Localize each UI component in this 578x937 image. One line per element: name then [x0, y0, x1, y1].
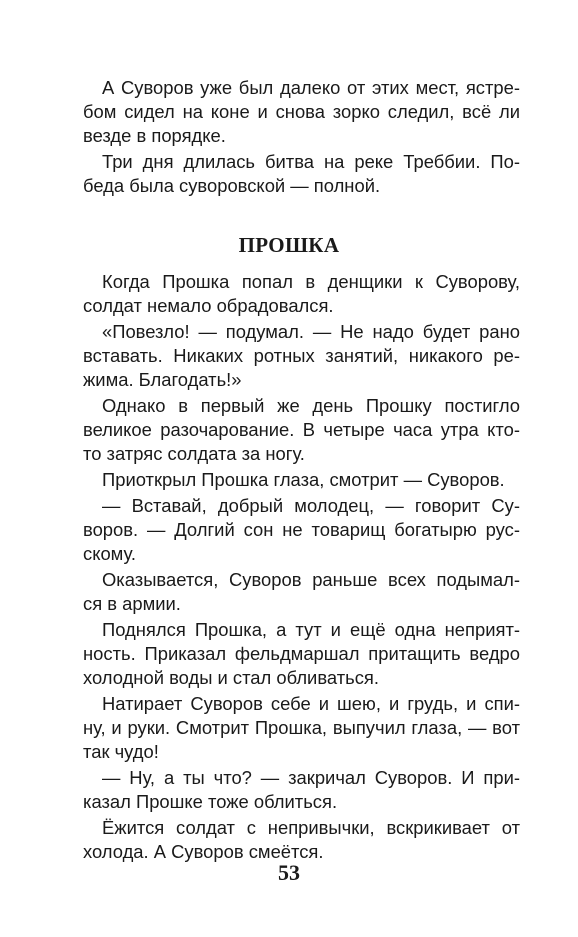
- chapter-heading: ПРОШКА: [238, 233, 340, 257]
- text-line: скому.: [83, 543, 136, 564]
- text-line: казал Прошке тоже облиться.: [83, 791, 338, 812]
- paragraph: [83, 468, 520, 492]
- text-line: вставать. Никаких ротных занятий, никакого ре-: [83, 345, 520, 366]
- text-line: солдат немало обрадовался.: [83, 295, 334, 316]
- text-line: Три дня длилась битва на реке Треббии. По-: [102, 151, 520, 172]
- paragraph: [83, 270, 520, 318]
- text-line: Приоткрыл Прошка глаза, смотрит — Суворов.: [102, 469, 505, 490]
- text-line: А Суворов уже был далеко от этих мест, ястре-: [102, 77, 520, 98]
- text-line: Поднялся Прошка, а тут и ещё одна неприят-: [102, 619, 520, 640]
- text-line: ность. Приказал фельдмаршал притащить ведро: [83, 643, 520, 664]
- paragraph: [83, 150, 520, 198]
- text-line: так чудо!: [83, 741, 159, 762]
- text-line: бом сидел на коне и снова зорко следил, всё ли: [83, 101, 520, 122]
- text-line: Когда Прошка попал в денщики к Суворову,: [102, 271, 520, 292]
- text-line: великое разочарование. В четыре часа утра кто-: [83, 419, 520, 440]
- text-line: везде в порядке.: [83, 125, 226, 146]
- top-text-block: [83, 76, 520, 200]
- text-line: Натирает Суворов себе и шею, и грудь, и спи-: [102, 693, 520, 714]
- story-text-block: [83, 270, 520, 866]
- paragraph: [83, 494, 520, 566]
- paragraph: [83, 816, 520, 864]
- text-line: ну, и руки. Смотрит Прошка, выпучил глаза, — вот: [83, 717, 520, 738]
- text-line: холода. А Суворов смеётся.: [83, 841, 324, 862]
- text-line: холодной воды и стал обливаться.: [83, 667, 379, 688]
- text-line: беда была суворовской — полной.: [83, 175, 381, 196]
- text-line: ся в армии.: [83, 593, 181, 614]
- page-number: 53: [278, 860, 300, 885]
- text-line: то затряс солдата за ногу.: [83, 443, 305, 464]
- text-line: Однако в первый же день Прошку постигло: [102, 395, 520, 416]
- text-line: воров. — Долгий сон не товарищ богатырю рус-: [83, 519, 520, 540]
- text-line: — Ну, а ты что? — закричал Суворов. И при-: [102, 767, 520, 788]
- paragraph: [83, 618, 520, 690]
- text-line: Ёжится солдат с непривычки, вскрикивает от: [102, 817, 520, 838]
- text-line: Оказывается, Суворов раньше всех подымал-: [102, 569, 520, 590]
- text-line: жима. Благодать!»: [83, 369, 242, 390]
- paragraph: [83, 568, 520, 616]
- paragraph: [83, 76, 520, 148]
- paragraph: [83, 766, 520, 814]
- paragraph: [83, 394, 520, 466]
- text-line: «Повезло! — подумал. — Не надо будет рано: [102, 321, 520, 342]
- paragraph: [83, 692, 520, 764]
- text-line: — Вставай, добрый молодец, — говорит Су-: [102, 495, 520, 516]
- paragraph: [83, 320, 520, 392]
